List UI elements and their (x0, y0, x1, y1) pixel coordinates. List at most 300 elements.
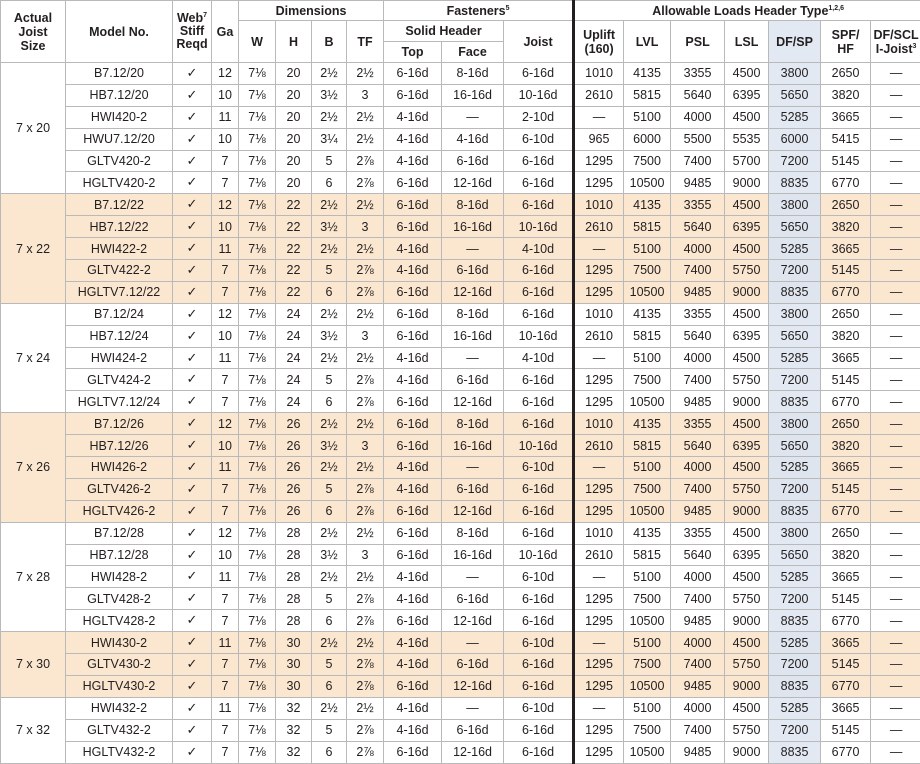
dfsp-cell: 3800 (769, 63, 821, 85)
model-cell: HGLTV428-2 (66, 610, 173, 632)
uplift-cell: 965 (574, 128, 624, 150)
joist-fastener-cell: 6-16d (504, 413, 574, 435)
tf-cell: 2½ (347, 194, 384, 216)
table-row (1, 150, 920, 172)
model-cell: HGLTV7.12/24 (66, 391, 173, 413)
spf-hf-cell: 6770 (821, 172, 871, 194)
spf-hf-cell: 6770 (821, 610, 871, 632)
table-row (1, 675, 920, 697)
spf-hf-cell: 2650 (821, 63, 871, 85)
model-cell: HB7.12/20 (66, 84, 173, 106)
top-fastener-cell: 4-16d (384, 260, 442, 282)
b-cell: 2½ (312, 63, 347, 85)
face-fastener-cell: 6-16d (442, 588, 504, 610)
psl-cell: 3355 (671, 194, 725, 216)
h-cell: 28 (276, 610, 312, 632)
uplift-cell: 1295 (574, 654, 624, 676)
model-cell: GLTV426-2 (66, 478, 173, 500)
psl-cell: 5640 (671, 216, 725, 238)
tf-cell: 3 (347, 435, 384, 457)
top-fastener-cell: 6-16d (384, 435, 442, 457)
check-icon: ✓ (173, 610, 212, 632)
psl-cell: 7400 (671, 654, 725, 676)
face-fastener-cell: 12-16d (442, 172, 504, 194)
spf-hf-cell: 2650 (821, 522, 871, 544)
header-fasteners (384, 1, 574, 21)
joist-size-cell: 7 x 22 (1, 194, 66, 303)
uplift-sub-label: (160) (584, 41, 614, 56)
top-fastener-cell: 4-16d (384, 588, 442, 610)
top-fastener-cell: 6-16d (384, 281, 442, 303)
h-cell: 22 (276, 216, 312, 238)
tf-cell: 3 (347, 84, 384, 106)
dfsp-cell: 5285 (769, 457, 821, 479)
table-row (1, 303, 920, 325)
h-cell: 20 (276, 128, 312, 150)
ga-cell: 10 (212, 544, 239, 566)
lvl-cell: 7500 (624, 478, 671, 500)
model-cell: B7.12/24 (66, 303, 173, 325)
tf-cell: 3 (347, 325, 384, 347)
lvl-cell: 4135 (624, 63, 671, 85)
b-cell: 6 (312, 675, 347, 697)
psl-cell: 3355 (671, 63, 725, 85)
ga-cell: 10 (212, 84, 239, 106)
dfscl-cell: — (871, 303, 920, 325)
w-cell: 7⅛ (239, 106, 276, 128)
lvl-cell: 5100 (624, 347, 671, 369)
tf-cell: 2⅞ (347, 391, 384, 413)
joist-size-cell: 7 x 24 (1, 303, 66, 412)
w-cell: 7⅛ (239, 281, 276, 303)
dfscl-cell: — (871, 106, 920, 128)
dfscl-cell: — (871, 369, 920, 391)
spf-hf-cell: 5145 (821, 654, 871, 676)
b-cell: 2½ (312, 566, 347, 588)
check-icon: ✓ (173, 413, 212, 435)
joist-fastener-cell: 6-16d (504, 719, 574, 741)
table-row (1, 172, 920, 194)
psl-cell: 3355 (671, 522, 725, 544)
lsl-cell: 4500 (725, 566, 769, 588)
model-cell: B7.12/26 (66, 413, 173, 435)
h-cell: 32 (276, 697, 312, 719)
joist-fastener-cell: 6-16d (504, 500, 574, 522)
dfscl-cell: — (871, 632, 920, 654)
joist-fastener-cell: 4-10d (504, 238, 574, 260)
dfscl-cell: — (871, 391, 920, 413)
dfsp-cell: 8835 (769, 172, 821, 194)
check-icon: ✓ (173, 84, 212, 106)
face-fastener-cell: 8-16d (442, 194, 504, 216)
spf-hf-cell: 3820 (821, 435, 871, 457)
lvl-cell: 5100 (624, 106, 671, 128)
lsl-cell: 4500 (725, 697, 769, 719)
uplift-cell: 2610 (574, 544, 624, 566)
dfsp-cell: 7200 (769, 369, 821, 391)
fasteners-label: Fasteners (446, 3, 506, 18)
uplift-cell: — (574, 566, 624, 588)
model-cell: HWI428-2 (66, 566, 173, 588)
tf-cell: 2½ (347, 413, 384, 435)
joist-fastener-cell: 6-16d (504, 194, 574, 216)
joist-size-cell: 7 x 30 (1, 632, 66, 698)
check-icon: ✓ (173, 369, 212, 391)
spf-hf-cell: 5145 (821, 260, 871, 282)
b-cell: 3½ (312, 544, 347, 566)
uplift-cell: — (574, 238, 624, 260)
uplift-cell: 1010 (574, 522, 624, 544)
spf-hf-cell: 5415 (821, 128, 871, 150)
lsl-cell: 6395 (725, 544, 769, 566)
dfsp-cell: 5285 (769, 697, 821, 719)
joist-fastener-cell: 10-16d (504, 84, 574, 106)
table-row (1, 325, 920, 347)
uplift-label: Uplift (583, 27, 616, 42)
w-cell: 7⅛ (239, 675, 276, 697)
psl-cell: 7400 (671, 719, 725, 741)
dfscl-cell: — (871, 741, 920, 763)
lsl-cell: 5750 (725, 478, 769, 500)
b-cell: 2½ (312, 238, 347, 260)
spf-hf-cell: 5145 (821, 369, 871, 391)
ga-cell: 7 (212, 369, 239, 391)
h-cell: 28 (276, 522, 312, 544)
b-cell: 5 (312, 260, 347, 282)
dfsp-cell: 8835 (769, 391, 821, 413)
joist-fastener-cell: 10-16d (504, 435, 574, 457)
header-web-stiff (173, 1, 212, 63)
b-cell: 6 (312, 610, 347, 632)
uplift-cell: 1295 (574, 610, 624, 632)
h-cell: 22 (276, 281, 312, 303)
top-fastener-cell: 6-16d (384, 544, 442, 566)
psl-cell: 9485 (671, 172, 725, 194)
top-fastener-cell: 6-16d (384, 84, 442, 106)
dfscl-cell: — (871, 63, 920, 85)
lvl-cell: 5100 (624, 697, 671, 719)
uplift-cell: 1295 (574, 719, 624, 741)
lsl-cell: 5750 (725, 719, 769, 741)
spf-hf-cell: 6770 (821, 500, 871, 522)
dfscl-cell: — (871, 260, 920, 282)
face-fastener-cell: 8-16d (442, 413, 504, 435)
b-cell: 3¼ (312, 128, 347, 150)
face-fastener-cell: 12-16d (442, 281, 504, 303)
dfscl-cell: — (871, 457, 920, 479)
dfscl-cell: — (871, 675, 920, 697)
lsl-cell: 6395 (725, 325, 769, 347)
psl-cell: 9485 (671, 741, 725, 763)
h-cell: 22 (276, 260, 312, 282)
lsl-cell: 6395 (725, 84, 769, 106)
w-cell: 7⅛ (239, 260, 276, 282)
lvl-cell: 10500 (624, 281, 671, 303)
model-cell: HB7.12/28 (66, 544, 173, 566)
header-uplift (574, 21, 624, 63)
header-h: H (276, 21, 312, 63)
h-cell: 24 (276, 303, 312, 325)
ga-cell: 11 (212, 106, 239, 128)
dfscl-cell: — (871, 281, 920, 303)
psl-cell: 9485 (671, 675, 725, 697)
lsl-cell: 4500 (725, 303, 769, 325)
w-cell: 7⅛ (239, 194, 276, 216)
ga-cell: 10 (212, 325, 239, 347)
spf-hf-cell: 2650 (821, 303, 871, 325)
b-cell: 6 (312, 500, 347, 522)
lsl-cell: 4500 (725, 238, 769, 260)
lsl-cell: 4500 (725, 194, 769, 216)
joist-fastener-cell: 6-16d (504, 281, 574, 303)
table-header (1, 1, 920, 63)
top-fastener-cell: 4-16d (384, 697, 442, 719)
tf-cell: 2⅞ (347, 741, 384, 763)
uplift-cell: 2610 (574, 216, 624, 238)
lvl-cell: 7500 (624, 260, 671, 282)
check-icon: ✓ (173, 238, 212, 260)
joist-fastener-cell: 6-10d (504, 632, 574, 654)
top-fastener-cell: 4-16d (384, 632, 442, 654)
table-row (1, 719, 920, 741)
joist-fastener-cell: 6-16d (504, 610, 574, 632)
spf-hf-cell: 2650 (821, 413, 871, 435)
face-fastener-cell: 8-16d (442, 522, 504, 544)
dfscl-cell: — (871, 347, 920, 369)
table-row (1, 194, 920, 216)
dfsp-cell: 8835 (769, 675, 821, 697)
tf-cell: 3 (347, 544, 384, 566)
lvl-cell: 7500 (624, 654, 671, 676)
lvl-cell: 5815 (624, 216, 671, 238)
check-icon: ✓ (173, 697, 212, 719)
check-icon: ✓ (173, 741, 212, 763)
psl-cell: 9485 (671, 500, 725, 522)
psl-cell: 7400 (671, 150, 725, 172)
tf-cell: 2⅞ (347, 719, 384, 741)
face-fastener-cell: 16-16d (442, 216, 504, 238)
model-cell: GLTV424-2 (66, 369, 173, 391)
tf-cell: 2½ (347, 632, 384, 654)
dfsp-cell: 3800 (769, 194, 821, 216)
face-fastener-cell: — (442, 106, 504, 128)
check-icon: ✓ (173, 435, 212, 457)
face-fastener-cell: 6-16d (442, 478, 504, 500)
dfscl-cell: — (871, 194, 920, 216)
ga-cell: 11 (212, 697, 239, 719)
check-icon: ✓ (173, 566, 212, 588)
table-row (1, 84, 920, 106)
b-cell: 5 (312, 478, 347, 500)
b-cell: 2½ (312, 522, 347, 544)
table-row (1, 391, 920, 413)
joist-size-cell: 7 x 32 (1, 697, 66, 763)
model-cell: HGLTV420-2 (66, 172, 173, 194)
web-label: Web (176, 11, 204, 25)
lvl-cell: 4135 (624, 303, 671, 325)
top-fastener-cell: 4-16d (384, 369, 442, 391)
dfscl-cell: — (871, 478, 920, 500)
joist-size-label: Actual Joist Size (13, 10, 53, 53)
spf-hf-cell: 3820 (821, 216, 871, 238)
dfscl-cell: — (871, 128, 920, 150)
table-row (1, 347, 920, 369)
b-cell: 5 (312, 150, 347, 172)
joist-fastener-cell: 6-16d (504, 675, 574, 697)
h-cell: 20 (276, 84, 312, 106)
ga-cell: 7 (212, 150, 239, 172)
table-row (1, 588, 920, 610)
model-cell: HGLTV7.12/22 (66, 281, 173, 303)
table-row (1, 654, 920, 676)
lsl-cell: 5535 (725, 128, 769, 150)
model-cell: B7.12/28 (66, 522, 173, 544)
header-b: B (312, 21, 347, 63)
dfscl-cell: — (871, 413, 920, 435)
header-joist-size (1, 1, 66, 63)
dfsp-cell: 5285 (769, 566, 821, 588)
lsl-cell: 4500 (725, 106, 769, 128)
psl-cell: 4000 (671, 106, 725, 128)
spf-hf-cell: 5145 (821, 588, 871, 610)
table-row (1, 216, 920, 238)
table-body (1, 63, 920, 764)
face-fastener-cell: 6-16d (442, 654, 504, 676)
face-fastener-cell: 12-16d (442, 675, 504, 697)
face-fastener-cell: 4-16d (442, 128, 504, 150)
dfscl-cell: — (871, 544, 920, 566)
b-cell: 6 (312, 281, 347, 303)
tf-cell: 2⅞ (347, 369, 384, 391)
dfscl-cell: — (871, 238, 920, 260)
tf-cell: 2½ (347, 347, 384, 369)
lsl-cell: 5700 (725, 150, 769, 172)
dfsp-cell: 6000 (769, 128, 821, 150)
table-row (1, 435, 920, 457)
joist-size-cell: 7 x 26 (1, 413, 66, 522)
psl-cell: 7400 (671, 588, 725, 610)
top-fastener-cell: 4-16d (384, 150, 442, 172)
w-cell: 7⅛ (239, 435, 276, 457)
h-cell: 24 (276, 369, 312, 391)
joist-fastener-cell: 6-16d (504, 150, 574, 172)
check-icon: ✓ (173, 216, 212, 238)
dfsp-cell: 7200 (769, 478, 821, 500)
table-row (1, 632, 920, 654)
table-row (1, 522, 920, 544)
dfsp-cell: 5285 (769, 106, 821, 128)
top-fastener-cell: 6-16d (384, 522, 442, 544)
h-cell: 20 (276, 172, 312, 194)
tf-cell: 2½ (347, 303, 384, 325)
face-fastener-cell: — (442, 566, 504, 588)
dfscl-cell: — (871, 150, 920, 172)
joist-fastener-cell: 6-16d (504, 588, 574, 610)
lsl-cell: 5750 (725, 260, 769, 282)
lsl-cell: 4500 (725, 632, 769, 654)
spf-hf-cell: 3820 (821, 325, 871, 347)
joist-size-cell: 7 x 20 (1, 63, 66, 194)
h-cell: 30 (276, 632, 312, 654)
dfscl-cell: — (871, 325, 920, 347)
web-footnote: 7 (203, 12, 208, 19)
uplift-cell: 1295 (574, 741, 624, 763)
w-cell: 7⅛ (239, 522, 276, 544)
model-cell: HGLTV426-2 (66, 500, 173, 522)
lvl-cell: 5815 (624, 84, 671, 106)
spf-hf-cell: 3820 (821, 84, 871, 106)
dfsp-cell: 5650 (769, 544, 821, 566)
joist-fastener-cell: 6-16d (504, 654, 574, 676)
dfsp-cell: 5285 (769, 632, 821, 654)
uplift-cell: 2610 (574, 325, 624, 347)
lvl-cell: 5100 (624, 238, 671, 260)
ga-cell: 7 (212, 500, 239, 522)
face-fastener-cell: 12-16d (442, 500, 504, 522)
top-fastener-cell: 4-16d (384, 457, 442, 479)
top-fastener-cell: 6-16d (384, 413, 442, 435)
table-row (1, 478, 920, 500)
dfscl-footnote: 3 (912, 42, 917, 50)
dfscl-cell: — (871, 566, 920, 588)
lsl-cell: 4500 (725, 347, 769, 369)
joist-fastener-cell: 10-16d (504, 544, 574, 566)
w-cell: 7⅛ (239, 128, 276, 150)
psl-cell: 5640 (671, 435, 725, 457)
uplift-cell: 2610 (574, 84, 624, 106)
reqd-label: Reqd (176, 37, 208, 51)
face-fastener-cell: 12-16d (442, 610, 504, 632)
top-fastener-cell: 4-16d (384, 106, 442, 128)
table-row (1, 369, 920, 391)
h-cell: 20 (276, 150, 312, 172)
spf-hf-cell: 5145 (821, 478, 871, 500)
table-row (1, 697, 920, 719)
h-cell: 28 (276, 588, 312, 610)
dfsp-cell: 7200 (769, 260, 821, 282)
model-cell: HWI424-2 (66, 347, 173, 369)
w-cell: 7⅛ (239, 238, 276, 260)
lsl-cell: 9000 (725, 281, 769, 303)
b-cell: 2½ (312, 106, 347, 128)
dfsp-cell: 7200 (769, 719, 821, 741)
ga-cell: 10 (212, 435, 239, 457)
spf-label: SPF/ (831, 27, 860, 42)
joist-fastener-cell: 6-16d (504, 478, 574, 500)
ga-cell: 11 (212, 238, 239, 260)
w-cell: 7⅛ (239, 478, 276, 500)
w-cell: 7⅛ (239, 150, 276, 172)
joist-fastener-cell: 6-16d (504, 741, 574, 763)
face-fastener-cell: 16-16d (442, 84, 504, 106)
b-cell: 5 (312, 654, 347, 676)
dfsp-cell: 5650 (769, 325, 821, 347)
tf-cell: 2½ (347, 106, 384, 128)
model-cell: GLTV420-2 (66, 150, 173, 172)
table-row (1, 500, 920, 522)
lvl-cell: 4135 (624, 413, 671, 435)
dfscl-cell: — (871, 719, 920, 741)
lvl-cell: 10500 (624, 500, 671, 522)
dfsp-cell: 8835 (769, 610, 821, 632)
ga-cell: 7 (212, 654, 239, 676)
top-fastener-cell: 4-16d (384, 238, 442, 260)
joist-fastener-cell: 6-16d (504, 63, 574, 85)
dfsp-cell: 7200 (769, 588, 821, 610)
psl-cell: 9485 (671, 281, 725, 303)
face-fastener-cell: 6-16d (442, 369, 504, 391)
allowable-label: Allowable Loads Header Type (652, 3, 829, 18)
